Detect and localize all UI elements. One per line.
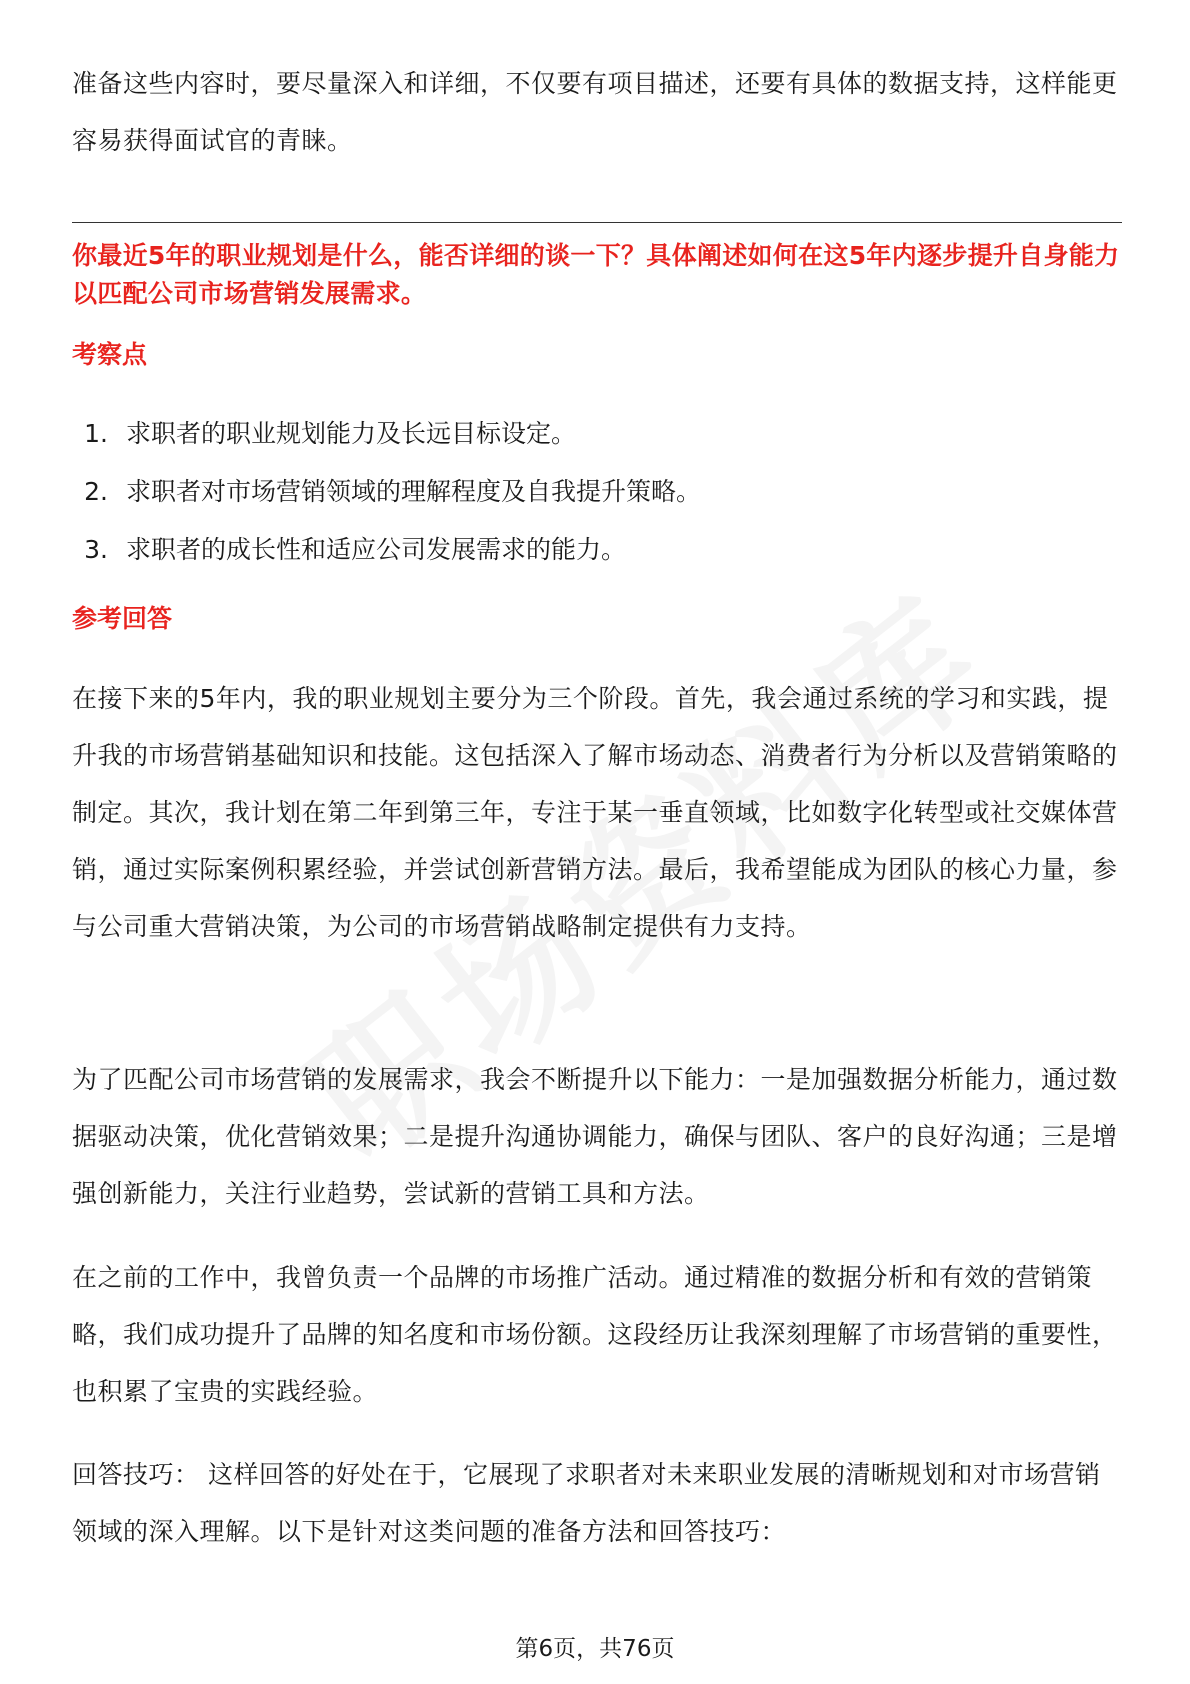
list-number: 3. xyxy=(84,535,108,564)
intro-paragraph: 准备这些内容时，要尽量深入和详细，不仅要有项目描述，还要有具体的数据支持，这样能更容易获得面试官的青睐。 xyxy=(72,69,1118,155)
list-number: 2. xyxy=(84,477,108,506)
answer-paragraph: 在接下来的5年内，我的职业规划主要分为三个阶段。首先，我会通过系统的学习和实践，提升我的市场营销基础知识和技能。这包括深入了解市场动态、消费者行为分析以及营销策略的制定。其次，我计划在第二年到第三年，专注于某一垂直领域，比如数字化转型或社交媒体营销，通过实际案例积累经验，并尝试创新营销方法。最后，我希望能成为团队的核心力量，参与公司重大营销决策，为公司的市场营销战略制定提供有力支持。 xyxy=(72,684,1118,941)
points-section-title: 考察点 xyxy=(72,340,148,369)
list-number: 1. xyxy=(84,419,108,448)
list-item xyxy=(72,405,1122,463)
points-list xyxy=(72,405,1122,579)
list-item xyxy=(72,521,1122,579)
page-number-footer: 第6页，共76页 xyxy=(515,1636,675,1662)
answer-paragraph: 在之前的工作中，我曾负责一个品牌的市场推广活动。通过精准的数据分析和有效的营销策略，我们成功提升了品牌的知名度和市场份额。这段经历让我深刻理解了市场营销的重要性，也积累了宝贵的实践经验。 xyxy=(72,1263,1118,1406)
list-text: 求职者的成长性和适应公司发展需求的能力。 xyxy=(126,535,627,564)
answer-section-title: 参考回答 xyxy=(72,604,173,633)
list-text: 求职者的职业规划能力及长远目标设定。 xyxy=(126,419,577,448)
answer-tips-paragraph: 回答技巧： 这样回答的好处在于，它展现了求职者对未来职业发展的清晰规划和对市场营销领域的深入理解。以下是针对这类问题的准备方法和回答技巧： xyxy=(72,1460,1101,1546)
section-divider xyxy=(72,222,1122,223)
answer-paragraph: 为了匹配公司市场营销的发展需求，我会不断提升以下能力：一是加强数据分析能力，通过数据驱动决策，优化营销效果；二是提升沟通协调能力，确保与团队、客户的良好沟通；三是增强创新能力，关注行业趋势，尝试新的营销工具和方法。 xyxy=(72,1065,1118,1208)
question-heading: 你最近5年的职业规划是什么，能否详细的谈一下？具体阐述如何在这5年内逐步提升自身能力以匹配公司市场营销发展需求。 xyxy=(72,241,1120,308)
list-text: 求职者对市场营销领域的理解程度及自我提升策略。 xyxy=(126,477,702,506)
list-item xyxy=(72,463,1122,521)
